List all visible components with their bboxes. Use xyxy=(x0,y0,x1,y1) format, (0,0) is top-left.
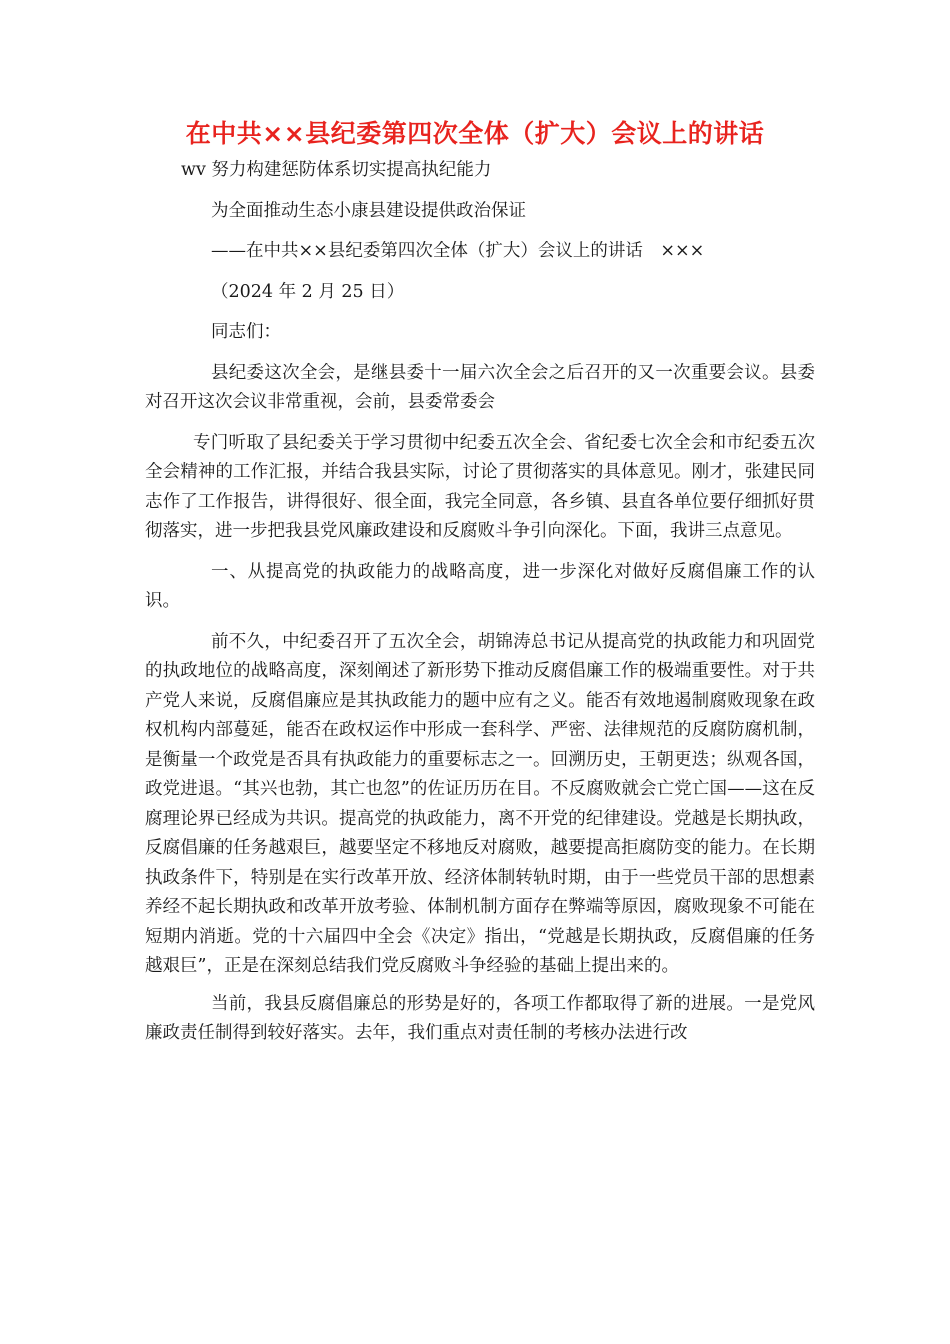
salutation: 同志们： xyxy=(211,322,281,342)
paragraph-1: 县纪委这次全会，是继县委十一届六次全会之后召开的又一次重要会议。县委对召开这次会议非常重视，会前，县委常委会 xyxy=(145,362,815,412)
subtitle-third: ——在中共××县纪委第四次全体（扩大）会议上的讲话 ××× xyxy=(211,241,705,261)
subtitle-main: wv 努力构建惩防体系切实提高执纪能力 xyxy=(181,160,492,180)
section-heading-1: 一、从提高党的执政能力的战略高度，进一步深化对做好反腐倡廉工作的认识。 xyxy=(145,561,815,611)
paragraph-3: 前不久，中纪委召开了五次全会，胡锦涛总书记从提高党的执政能力和巩固党的执政地位的战略高度，深刻阐述了新形势下推动反腐倡廉工作的极端重要性。对于共产党人来说，反腐倡廉应是其执政能力的题中应有之义。能否有效地遏制腐败现象在政权机构内部蔓延，能否在政权运作中形成一套科学、严密、法律规范的反腐防腐机制，是衡量一个政党是否具有执政能力的重要标志之一。回溯历史，王朝更迭；纵观各国，政党进退。“其兴也勃，其亡也忽”的佐证历历在目。不反腐败就会亡党亡国——这在反腐理论界已经成为共识。提高党的执政能力，离不开党的纪律建设。党越是长期执政，反腐倡廉的任务越艰巨，越要坚定不移地反对腐败，越要提高拒腐防变的能力。在长期执政条件下，特别是在实行改革开放、经济体制转轨时期，由于一些党员干部的思想素养经不起长期执政和改革开放考验、体制机制方面存在弊端等原因，腐败现象不可能在短期内消逝。党的十六届四中全会《决定》指出，“党越是长期执政，反腐倡廉的任务越艰巨”，正是在深刻总结我们党反腐败斗争经验的基础上提出来的。 xyxy=(145,631,815,976)
subtitle-second: 为全面推动生态小康县建设提供政治保证 xyxy=(211,200,526,221)
document-body xyxy=(145,156,815,1060)
document-title: 在中共××县纪委第四次全体（扩大）会议上的讲话 xyxy=(185,119,765,148)
speech-date: （2024 年 2 月 25 日） xyxy=(211,281,405,302)
paragraph-4: 当前，我县反腐倡廉总的形势是好的，各项工作都取得了新的进展。一是党风廉政责任制得到较好落实。去年，我们重点对责任制的考核办法进行改 xyxy=(145,993,815,1043)
paragraph-2: 专门听取了县纪委关于学习贯彻中纪委五次全会、省纪委七次全会和市纪委五次全会精神的工作汇报，并结合我县实际，讨论了贯彻落实的具体意见。刚才，张建民同志作了工作报告，讲得很好、很全面，我完全同意，各乡镇、县直各单位要仔细抓好贯彻落实，进一步把我县党风廉政建设和反腐败斗争引向深化。下面，我讲三点意见。 xyxy=(145,432,815,541)
